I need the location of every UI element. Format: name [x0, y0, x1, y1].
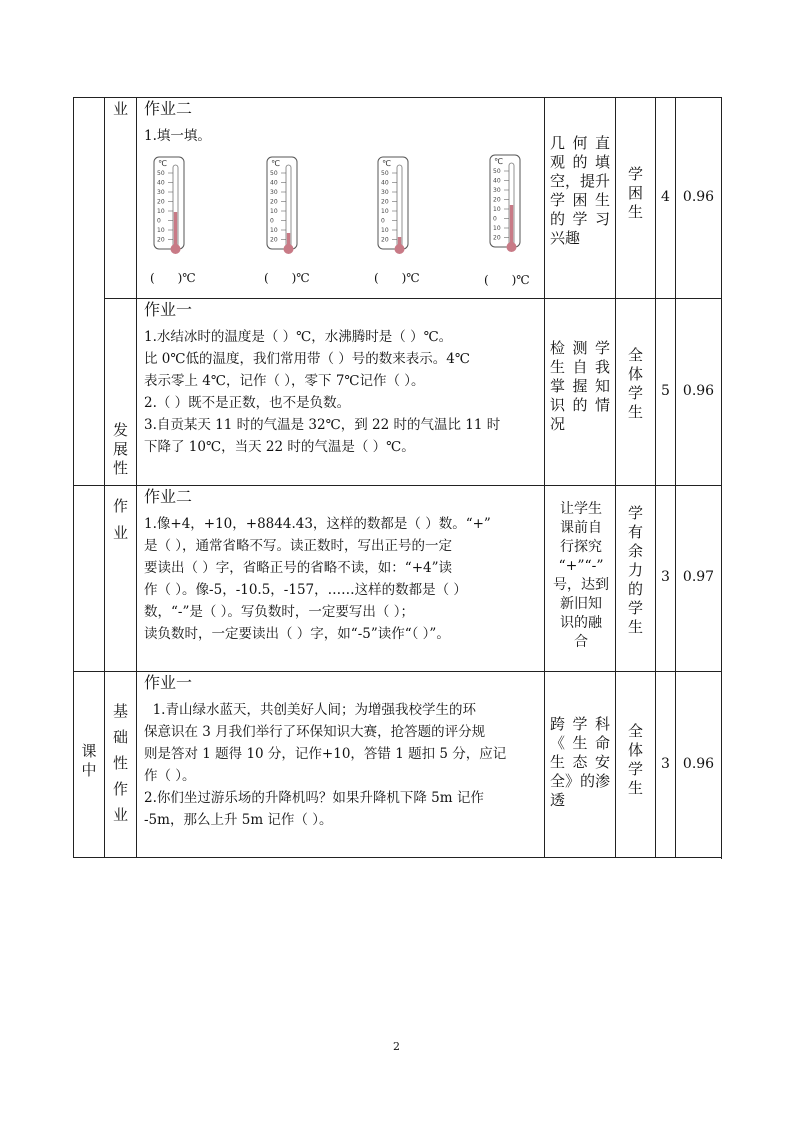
table-divider-target: [655, 97, 656, 858]
question-line: 1.填一填。: [144, 128, 211, 144]
thermometer-scale-label: 30: [381, 189, 389, 196]
thermometer-scale-label: 20: [493, 234, 501, 242]
assignment-title: 作业一: [144, 300, 193, 319]
row3-content-cell: [144, 487, 544, 645]
target-char: 全: [627, 346, 643, 364]
question-line: 作（ ）。像-5，-10.5，-157，……这样的数都是（ ）: [144, 582, 467, 598]
row1-difficulty: 0.96: [682, 189, 715, 205]
target-char: 学: [627, 384, 643, 402]
row2-time: 5: [661, 383, 670, 399]
thermometer-figure: [140, 145, 540, 295]
target-char: 余: [627, 542, 643, 560]
type-char: 作: [112, 497, 128, 515]
purpose-line: 课前自: [560, 520, 602, 536]
row3-difficulty: 0.97: [682, 569, 715, 585]
row-divider-1: [104, 298, 722, 299]
row4-target-cell: [616, 722, 655, 798]
row3-target-cell: [616, 504, 655, 637]
thermometer-answer-4: ( )℃: [484, 273, 530, 287]
row2-type-cell: [105, 421, 136, 478]
target-char: 学: [627, 165, 643, 183]
thermometer-scale-label: 20: [270, 198, 278, 206]
thermometer-scale-label: 0: [493, 215, 497, 223]
thermometer-scale-label: 10: [157, 227, 165, 234]
purpose-line: 跨学科: [550, 715, 610, 733]
question-line: 1.水结冰时的温度是（ ）℃，水沸腾时是（ ）℃。: [144, 329, 453, 345]
thermometer-scale-label: 50: [493, 168, 501, 175]
row1-content-cell: [144, 99, 540, 147]
thermometer-scale-label: 30: [270, 189, 278, 196]
type-char: 业: [112, 100, 128, 118]
thermometer-scale-label: 20: [493, 196, 501, 204]
purpose-line: 几何直: [550, 134, 610, 152]
thermometer-scale-label: 20: [270, 236, 278, 244]
purpose-line: 的学习: [550, 210, 610, 228]
type-char: 性: [112, 754, 128, 772]
type-char: 基: [112, 702, 128, 720]
row1-target-cell: [616, 165, 655, 222]
purpose-line: 况: [550, 415, 566, 433]
purpose-line: 《生命: [550, 734, 610, 752]
assignment-title: 作业一: [144, 673, 193, 692]
purpose-line: 新旧知: [560, 596, 602, 612]
type-char: 展: [112, 440, 128, 458]
row2-difficulty: 0.96: [682, 383, 715, 399]
table-border-right: [721, 97, 722, 859]
row1-time: 4: [661, 189, 670, 205]
target-char: 有: [627, 523, 643, 541]
thermometer-answer-3: ( )℃: [374, 271, 420, 285]
row4-time: 3: [661, 756, 670, 772]
purpose-line: 观的填: [550, 153, 610, 171]
target-char: 体: [627, 741, 643, 759]
question-line: 作（ ）。: [144, 768, 196, 784]
row3-time: 3: [661, 569, 670, 585]
target-char: 生: [627, 618, 643, 636]
thermometer-scale-label: 30: [157, 189, 165, 196]
thermometer-scale-label: 10: [270, 208, 278, 215]
thermometer-scale-label: 10: [381, 208, 389, 215]
assignment-title: 作业二: [144, 487, 193, 506]
question-line: 要读出（ ）字，省略正号的省略不读，如：“+4”读: [144, 560, 452, 576]
target-char: 学: [627, 760, 643, 778]
table-border-top: [73, 97, 722, 98]
row3-purpose-cell: [548, 500, 614, 652]
thermometer-unit: ℃: [158, 159, 167, 168]
row4-type-cell: [105, 698, 136, 828]
question-line: 1.青山绿水蓝天，共创美好人间；为增强我校学生的环: [144, 702, 476, 718]
table-border-bottom: [73, 857, 722, 858]
thermometer-scale-label: 40: [270, 179, 278, 187]
question-line: 2.（ ）既不是正数，也不是负数。: [144, 395, 351, 411]
question-line: 3.自贡某天 11 时的气温是 32℃，到 22 时的气温比 11 时: [144, 417, 501, 433]
row3-type-cell: [105, 497, 136, 543]
thermometer-scale-label: 10: [381, 227, 389, 234]
purpose-line: 全》的渗: [550, 772, 611, 790]
thermometer-3: [378, 157, 408, 254]
question-line: 读负数时，一定要读出（ ）字，如“-5”读作“（ ）”。: [144, 626, 450, 642]
row1-purpose-cell: [550, 134, 610, 248]
purpose-line: 识的情: [550, 396, 610, 414]
thermometer-scale-label: 40: [493, 177, 501, 185]
target-char: 学: [627, 504, 643, 522]
row2-target-cell: [616, 346, 655, 422]
thermometer-1: [154, 157, 184, 254]
thermometer-scale-label: 40: [381, 179, 389, 187]
type-char: 性: [112, 459, 128, 477]
purpose-line: 识的融: [560, 615, 602, 631]
thermometer-scale-label: 20: [157, 236, 165, 244]
thermometer-scale-label: 50: [381, 170, 389, 177]
thermometer-answer-2: ( )℃: [264, 271, 310, 285]
type-char: 业: [112, 806, 128, 824]
thermometer-scale-label: 0: [157, 217, 161, 225]
thermometer-scale-label: 10: [270, 227, 278, 234]
stage-char: 中: [81, 761, 97, 779]
question-line: 下降了 10℃，当天 22 时的气温是（ ）℃。: [144, 439, 415, 455]
thermometer-scale-label: 0: [381, 217, 385, 225]
question-line: 2.你们坐过游乐场的升降机吗？如果升降机下降 5m 记作: [144, 790, 484, 806]
question-line: -5m，那么上升 5m 记作（ ）。: [144, 812, 333, 828]
target-char: 体: [627, 365, 643, 383]
row4-stage-cell: [74, 742, 104, 780]
question-line: 1.像+4，+10，+8844.43，这样的数都是（ ）数。“+”: [144, 516, 491, 532]
target-char: 困: [627, 184, 643, 202]
thermometer-4: [490, 155, 520, 252]
purpose-line: 生态安: [550, 753, 610, 771]
row2-purpose-cell: [550, 339, 610, 434]
table-divider-content: [544, 97, 545, 858]
purpose-line: “+”“-”: [558, 558, 604, 574]
type-char: 作: [112, 780, 128, 798]
target-char: 生: [627, 779, 643, 797]
thermometer-unit: ℃: [271, 159, 280, 168]
row4-purpose-cell: [550, 715, 610, 810]
target-char: 生: [627, 203, 643, 221]
row4-content-cell: [144, 673, 544, 831]
thermometer-unit: ℃: [382, 159, 391, 168]
purpose-line: 兴趣: [550, 229, 581, 247]
row-divider-2: [73, 485, 722, 486]
thermometer-scale-label: 0: [270, 217, 274, 225]
row1-type-cell: [105, 100, 136, 119]
target-char: 学: [627, 599, 643, 617]
purpose-line: 掌握知: [550, 377, 610, 395]
thermometer-scale-label: 10: [493, 206, 501, 213]
question-line: 则是答对 1 题得 10 分，记作+10，答错 1 题扣 5 分，应记: [144, 746, 507, 762]
assignment-title: 作业二: [144, 99, 193, 118]
stage-char: 课: [81, 742, 97, 760]
question-line: 数，“-”是（ ）。写负数时，一定要写出（ ）；: [144, 604, 414, 620]
type-char: 发: [112, 421, 128, 439]
page-number: 2: [393, 1040, 400, 1053]
target-char: 的: [627, 580, 643, 598]
question-line: 比 0℃低的温度，我们常用带（ ）号的数来表示。4℃: [144, 351, 470, 367]
purpose-line: 生自我: [550, 358, 610, 376]
thermometer-scale-label: 20: [157, 198, 165, 206]
target-char: 力: [627, 561, 643, 579]
target-char: 全: [627, 722, 643, 740]
purpose-line: 空，提升: [550, 172, 611, 190]
thermometer-scale-label: 30: [493, 187, 501, 194]
question-line: 是（ ），通常省略不写。读正数时，写出正号的一定: [144, 538, 453, 554]
row-divider-3: [73, 671, 722, 672]
purpose-line: 学困生: [550, 191, 610, 209]
table-divider-type: [136, 97, 137, 858]
purpose-line: 透: [550, 791, 566, 809]
purpose-line: 让学生: [560, 501, 602, 517]
question-line: 保意识在 3 月我们举行了环保知识大赛，抢答题的评分规: [144, 724, 486, 740]
type-char: 业: [112, 524, 128, 542]
thermometer-unit: ℃: [494, 157, 503, 166]
purpose-line: 合: [574, 634, 588, 650]
purpose-line: 检测学: [550, 339, 610, 357]
thermometer-scale-label: 20: [381, 198, 389, 206]
table-divider-time: [675, 97, 676, 858]
type-char: 础: [112, 728, 128, 746]
target-char: 生: [627, 403, 643, 421]
row2-content-cell: [144, 300, 544, 458]
purpose-line: 号，达到: [553, 577, 609, 593]
thermometer-scale-label: 20: [381, 236, 389, 244]
purpose-line: 行探究: [560, 539, 602, 555]
question-line: 表示零上 4℃，记作（ ），零下 7℃记作（ ）。: [144, 373, 425, 389]
row4-difficulty: 0.96: [682, 756, 715, 772]
thermometer-scale-label: 40: [157, 179, 165, 187]
thermometer-scale-label: 10: [493, 225, 501, 232]
thermometer-scale-label: 10: [157, 208, 165, 215]
thermometer-scale-label: 50: [270, 170, 278, 177]
thermometer-2: [267, 157, 297, 254]
thermometer-scale-label: 50: [157, 170, 165, 177]
thermometer-answer-1: ( )℃: [150, 271, 196, 285]
